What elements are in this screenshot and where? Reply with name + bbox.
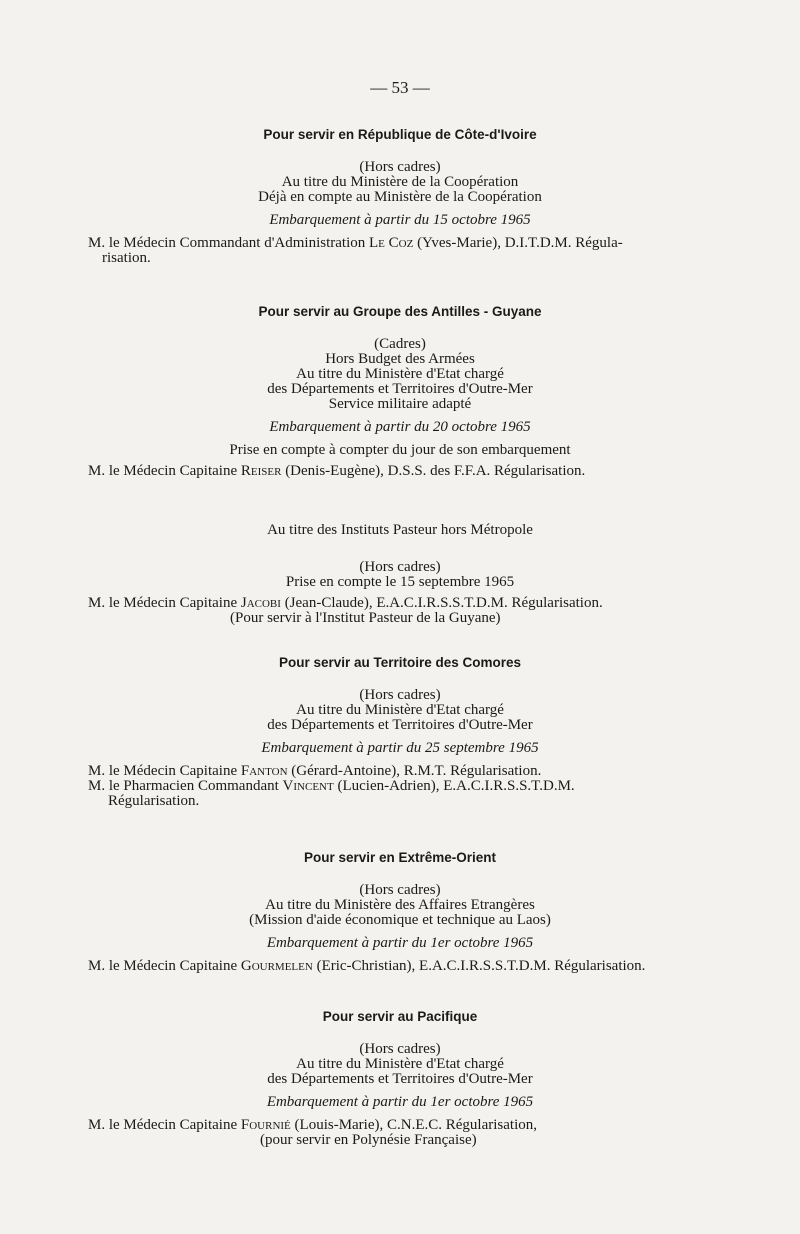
surname: Fournié bbox=[240, 1117, 291, 1133]
section-heading: Pour servir au Pacifique bbox=[322, 1009, 478, 1024]
section-pacifique: Pour servir au Pacifique (Hors cadres) Au titre du Ministère d'Etat chargé des Départements et Territoires d'Outre-Mer Embarquement à partir du 1er octobre 1965 M. le Médecin Capitaine Fournié (Louis-Marie), C.N.E.C. Régularisation, (pour servir en Polynésie Française) bbox=[0, 1009, 800, 1148]
personnel-entry: M. le Médecin Capitaine Jacobi (Jean-Claude), E.A.C.I.R.S.S.T.D.M. Régularisation. (Pour servir à l'Institut Pasteur de la Guyane) bbox=[88, 595, 603, 626]
section-heading: Pour servir en République de Côte-d'Ivoire bbox=[263, 127, 537, 142]
personnel-entry: M. le Pharmacien Commandant Vincent (Lucien-Adrien), E.A.C.I.R.S.S.T.D.M. Régularisation. bbox=[88, 778, 575, 809]
section-heading: Pour servir en Extrême-Orient bbox=[303, 850, 497, 865]
section-antilles-guyane: Pour servir au Groupe des Antilles - Guyane (Cadres) Hors Budget des Armées Au titre du Ministère d'Etat chargé des Départements et Territoires d'Outre-Mer Service militaire adapté Embarquement à partir du 20 octobre 1965 Prise en compte à compter du jour de son embarquement M. le Médecin Capitaine Reiser (Denis-Eugène), D.S.S. des F.F.A. Régularisation. bbox=[0, 304, 800, 479]
surname: Gourmelen bbox=[240, 958, 313, 974]
surname: Le Coz bbox=[369, 235, 414, 251]
section-instituts-pasteur: Au titre des Instituts Pasteur hors Métropole (Hors cadres) Prise en compte le 15 septembre 1965 M. le Médecin Capitaine Jacobi (Jean-Claude), E.A.C.I.R.S.S.T.D.M. Régularisation. (Pour servir à l'Institut Pasteur de la Guyane) bbox=[0, 523, 800, 626]
section-comores: Pour servir au Territoire des Comores (Hors cadres) Au titre du Ministère d'Etat chargé des Départements et Territoires d'Outre-Mer Embarquement à partir du 25 septembre 1965 M. le Médecin Capitaine Fanton (Gérard-Antoine), R.M.T. Régularisation. M. le Pharmacien Commandant Vincent (Lucien-Adrien), E.A.C.I.R.S.S.T.D.M. Régularisation. bbox=[0, 655, 800, 809]
embarkation-date: Embarquement à partir du 1er octobre 1965 bbox=[266, 935, 534, 951]
personnel-entry: M. le Médecin Capitaine Reiser (Denis-Eugène), D.S.S. des F.F.A. Régularisation. bbox=[88, 463, 586, 479]
surname: Fanton bbox=[240, 763, 288, 779]
status-line: (Hors cadres) bbox=[359, 159, 441, 175]
page-number: — 53 — bbox=[370, 78, 430, 97]
account-line: Déjà en compte au Ministère de la Coopération bbox=[258, 189, 542, 205]
personnel-entry: M. le Médecin Capitaine Gourmelen (Eric-Christian), E.A.C.I.R.S.S.T.D.M. Régularisation. bbox=[88, 958, 646, 974]
section-cote-divoire bbox=[0, 127, 800, 266]
surname: Jacobi bbox=[240, 595, 281, 611]
personnel-entry: M. le Médecin Commandant d'Administration Le Coz (Yves-Marie), D.I.T.D.M. Régula- risation. bbox=[88, 235, 623, 266]
surname: Reiser bbox=[240, 463, 282, 479]
section-extreme-orient: Pour servir en Extrême-Orient (Hors cadres) Au titre du Ministère des Affaires Etrangères (Mission d'aide économique et technique au Laos) Embarquement à partir du 1er octobre 1965 M. le Médecin Capitaine Gourmelen (Eric-Christian), E.A.C.I.R.S.S.T.D.M. Régularisation. bbox=[0, 850, 800, 974]
embarkation-date: Embarquement à partir du 20 octobre 1965 bbox=[269, 419, 531, 435]
ministry-line: Au titre du Ministère de la Coopération bbox=[281, 174, 519, 190]
section-heading: Pour servir au Territoire des Comores bbox=[278, 655, 522, 670]
surname: Vincent bbox=[282, 778, 334, 794]
embarkation-date: Embarquement à partir du 15 octobre 1965 bbox=[269, 212, 531, 228]
embarkation-date: Embarquement à partir du 25 septembre 1965 bbox=[261, 740, 539, 756]
section-heading: Pour servir au Groupe des Antilles - Guyane bbox=[258, 304, 542, 319]
personnel-entry: M. le Médecin Capitaine Fournié (Louis-Marie), C.N.E.C. Régularisation, (pour servir en Polynésie Française) bbox=[88, 1117, 537, 1148]
embarkation-date: Embarquement à partir du 1er octobre 1965 bbox=[266, 1094, 534, 1110]
personnel-entry: M. le Médecin Capitaine Fanton (Gérard-Antoine), R.M.T. Régularisation. bbox=[88, 763, 542, 779]
